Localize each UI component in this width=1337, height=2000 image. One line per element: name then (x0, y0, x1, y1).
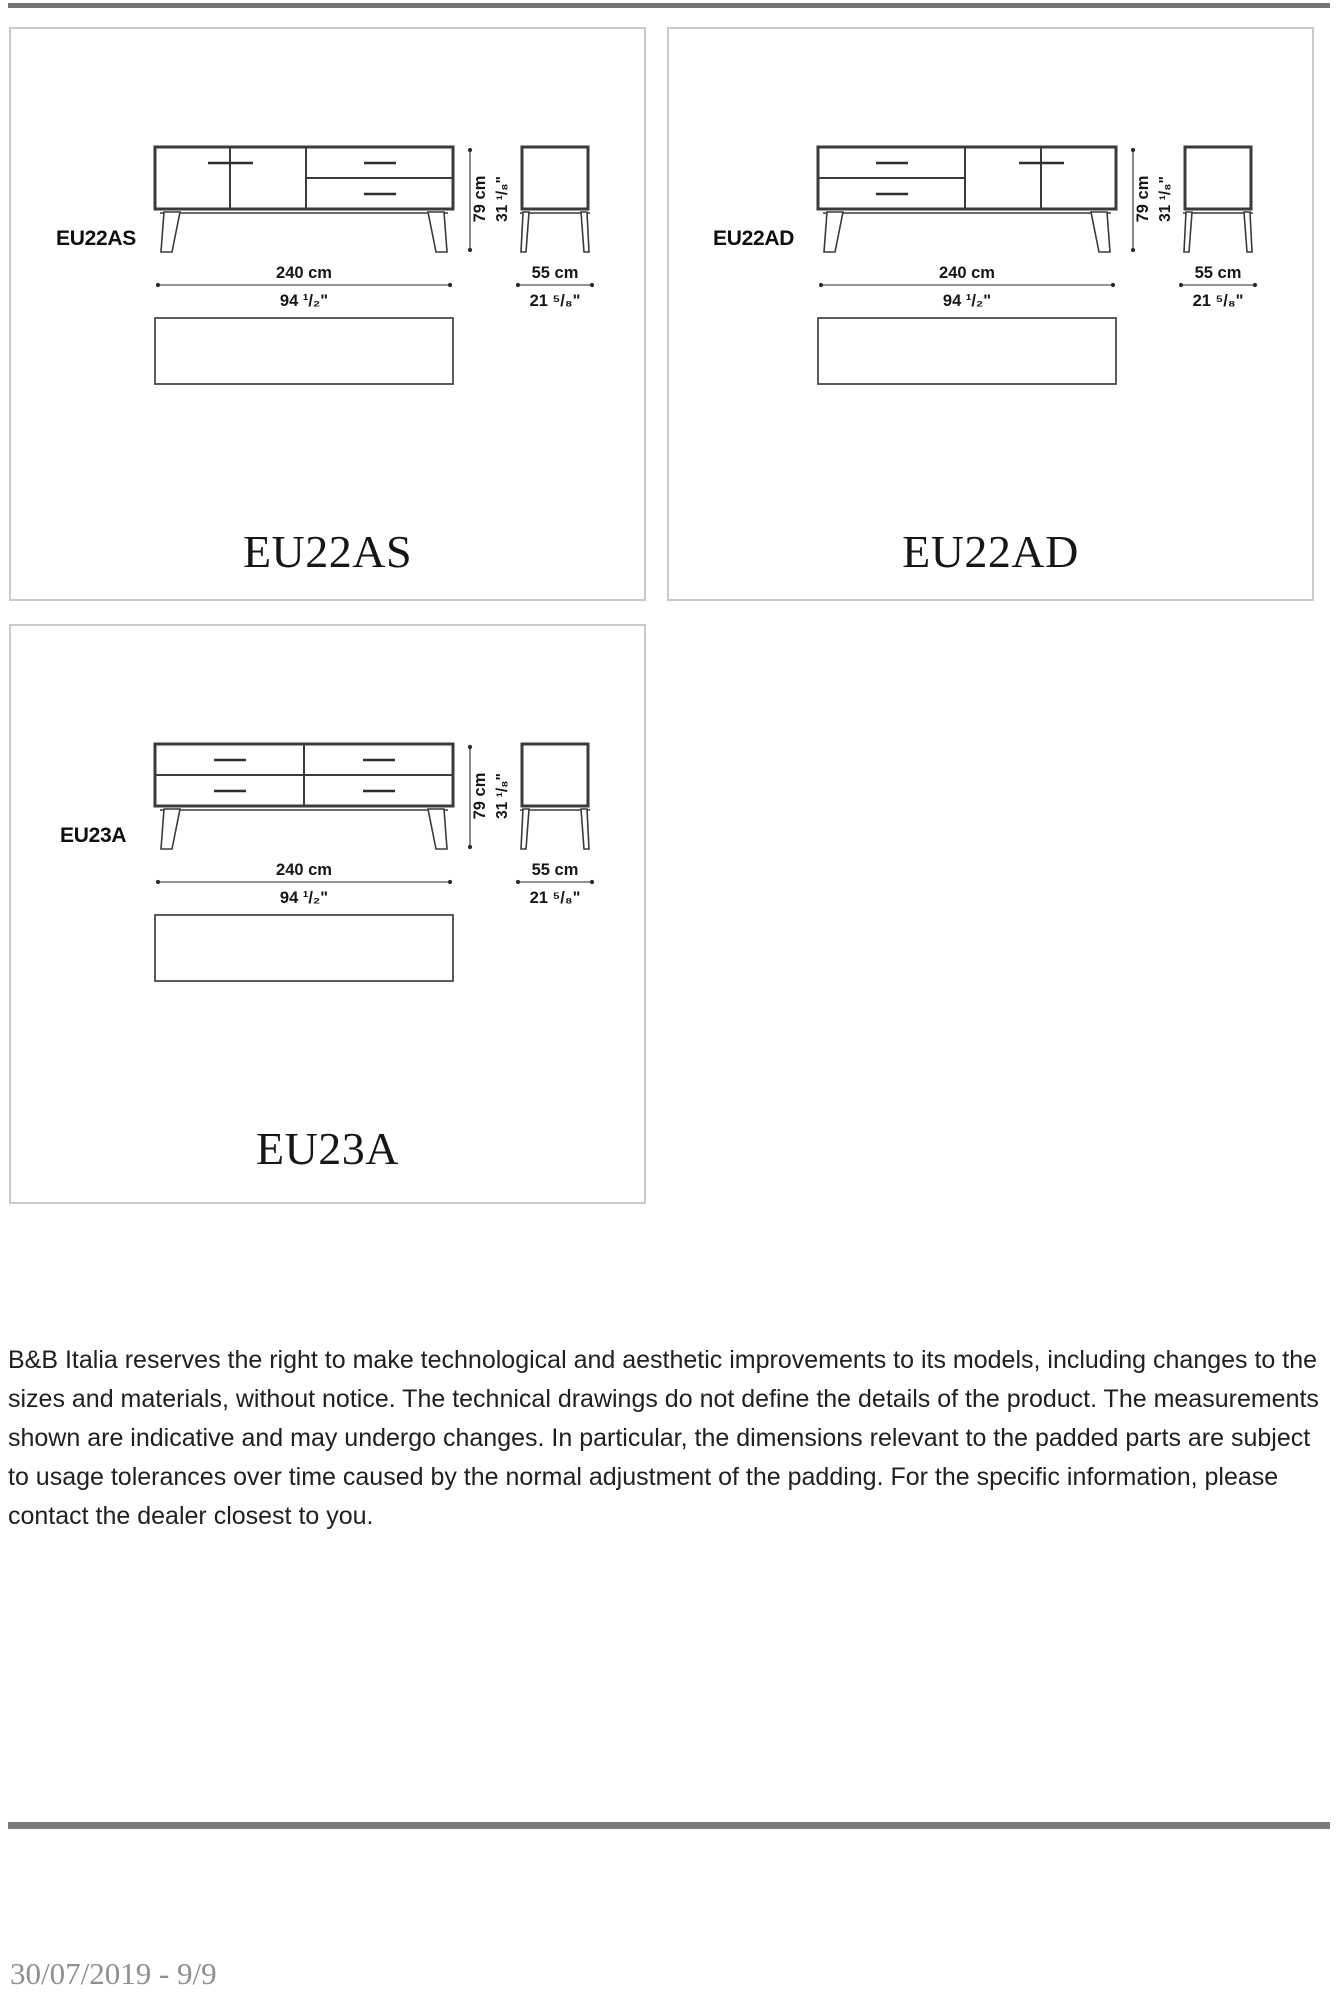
page-footer-date: 30/07/2019 - 9/9 (10, 1956, 217, 1991)
height-dimension (467, 148, 510, 252)
side-body-outline (522, 147, 588, 209)
product-panel-eu22as (9, 27, 646, 601)
cabinet-leg (824, 212, 843, 252)
height-in-label: 31 ¹/₈" (493, 176, 511, 222)
width-dimension (155, 264, 451, 310)
width-cm-label: 240 cm (938, 264, 995, 282)
dim-arrow (155, 283, 159, 287)
dim-arrow (447, 880, 451, 884)
dim-arrow (467, 248, 471, 252)
product-title: EU22AD (902, 526, 1079, 577)
depth-in-label: 21 ⁵/₈" (1192, 292, 1243, 310)
side-view (520, 744, 590, 849)
cabinet-leg (521, 809, 529, 849)
cabinet-leg (581, 212, 589, 252)
product-title: EU22AS (242, 526, 413, 577)
dim-arrow (1178, 283, 1182, 287)
height-dimension (1130, 148, 1173, 252)
side-view (520, 147, 590, 252)
height-dimension (467, 745, 510, 849)
width-dimension (155, 861, 451, 907)
side-view (1183, 147, 1253, 252)
plan-view-outline (155, 915, 453, 981)
height-cm-label: 79 cm (1133, 175, 1152, 223)
plan-view-outline (818, 318, 1116, 384)
disclaimer-text: B&B Italia reserves the right to make technological and aesthetic improvements to its models, including changes to the sizes and materials, without notice. The technical drawings do not define the details of the product. The measurements shown are indicative and may undergo changes. In particular, the dimensions relevant to the padded parts are subject to usage tolerances over time caused by the normal adjustment of the padding. For the specific information, please contact the dealer closest to you. (8, 1346, 1319, 1530)
width-in-label: 94 ¹/₂" (942, 292, 991, 310)
width-dimension (818, 264, 1114, 310)
width-cm-label: 240 cm (275, 861, 332, 879)
product-title: EU23A (255, 1123, 400, 1174)
technical-drawing-eu22as (10, 113, 646, 423)
dim-arrow (155, 880, 159, 884)
model-code-label: EU22AD (712, 227, 794, 250)
cabinet-leg (161, 212, 180, 252)
cabinet-leg (428, 212, 447, 252)
front-view (818, 147, 1116, 252)
height-cm-label: 79 cm (470, 175, 489, 223)
width-in-label: 94 ¹/₂" (279, 889, 328, 907)
model-code-label: EU23A (59, 824, 126, 847)
technical-drawing-eu22ad (673, 113, 1309, 423)
height-in-label: 31 ¹/₈" (1156, 176, 1174, 222)
product-panel-eu23a (9, 624, 646, 1204)
top-divider (8, 3, 1330, 8)
height-in-label: 31 ¹/₈" (493, 773, 511, 819)
depth-in-label: 21 ⁵/₈" (529, 292, 580, 310)
bottom-divider (8, 1822, 1330, 1829)
width-cm-label: 240 cm (275, 264, 332, 282)
dim-arrow (1130, 148, 1134, 152)
cabinet-leg (428, 809, 447, 849)
depth-dimension (515, 861, 593, 907)
front-view (155, 147, 453, 252)
depth-dimension (1178, 264, 1256, 310)
cabinet-leg (1091, 212, 1110, 252)
plan-view-outline (155, 318, 453, 384)
depth-cm-label: 55 cm (531, 861, 578, 879)
product-panel-eu22ad (667, 27, 1314, 601)
dim-arrow (1252, 283, 1256, 287)
depth-dimension (515, 264, 593, 310)
side-body-outline (522, 744, 588, 806)
dim-arrow (589, 880, 593, 884)
depth-in-label: 21 ⁵/₈" (529, 889, 580, 907)
depth-cm-label: 55 cm (1194, 264, 1241, 282)
cabinet-leg (1184, 212, 1192, 252)
front-view (155, 744, 453, 849)
dim-arrow (447, 283, 451, 287)
dim-arrow (467, 845, 471, 849)
dim-arrow (467, 148, 471, 152)
cabinet-leg (521, 212, 529, 252)
dim-arrow (818, 283, 822, 287)
side-body-outline (1185, 147, 1251, 209)
height-cm-label: 79 cm (470, 772, 489, 820)
dim-arrow (1130, 248, 1134, 252)
model-code-label: EU22AS (55, 227, 136, 250)
technical-drawing-eu23a (10, 710, 646, 1020)
dim-arrow (467, 745, 471, 749)
cabinet-leg (1244, 212, 1252, 252)
cabinet-leg (581, 809, 589, 849)
dim-arrow (589, 283, 593, 287)
dim-arrow (1110, 283, 1114, 287)
dim-arrow (515, 880, 519, 884)
depth-cm-label: 55 cm (531, 264, 578, 282)
dim-arrow (515, 283, 519, 287)
cabinet-leg (161, 809, 180, 849)
width-in-label: 94 ¹/₂" (279, 292, 328, 310)
